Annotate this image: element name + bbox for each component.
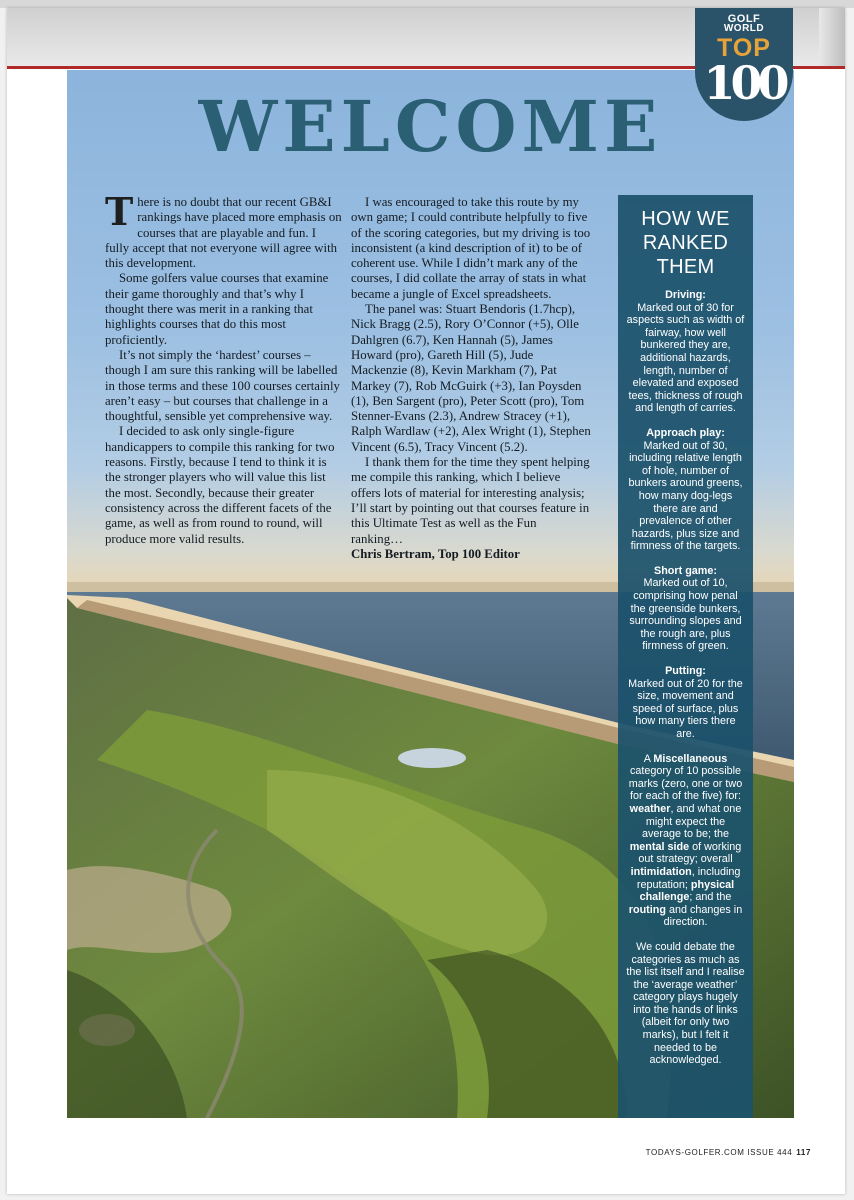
intro-paragraph-1 bbox=[105, 189, 343, 271]
magazine-page bbox=[7, 8, 845, 1194]
driving-text: Marked out of 30 for aspects such as width of fairway, how well bunkered they are, additional hazards, length, number of elevated and exposed tees, thickness of rough and length of carries. bbox=[626, 301, 745, 415]
editor-signature: Chris Bertram, Top 100 Editor bbox=[351, 546, 520, 561]
sidebar-driving bbox=[626, 289, 745, 415]
article-column-1 bbox=[105, 189, 343, 547]
approach-heading: Approach play: bbox=[646, 426, 725, 439]
misc-text-f: ; and the bbox=[689, 891, 732, 904]
misc-text-a: A bbox=[643, 752, 654, 765]
ranking-method-sidebar bbox=[618, 195, 753, 1118]
sidebar-title: HOW WE RANKED THEM bbox=[641, 208, 730, 278]
approach-text: Marked out of 30, including relative length of hole, number of bunkers around greens, how many dog-legs there are and prevalence of other hazards, plus size and firmness of the targets. bbox=[628, 439, 743, 553]
intro-paragraph-3: It’s not simply the ‘hardest’ courses – though I am sure this ranking will be labelled in those terms and these 100 courses certainly aren’t easy – but courses that challenge in a thoughtful, sensible yet comprehensive way. bbox=[105, 347, 340, 424]
sidebar-miscellaneous bbox=[626, 753, 745, 929]
golf-world-top-100-logo bbox=[695, 8, 793, 121]
window-frame bbox=[0, 0, 854, 8]
misc-text-b: category of 10 possible marks (zero, one or two for each of the five) for: bbox=[628, 765, 743, 803]
routing-keyword: routing bbox=[628, 903, 666, 916]
intro-paragraph-4: I decided to ask only single-figure handicappers to compile this ranking for two reasons. Firstly, because I tend to think it is the stronger players who will value this list the most. Secondly, because their greater consistency across the different facets of the game, as well as from round to round, will produce more valid results. bbox=[105, 424, 335, 546]
page-number: 117 bbox=[796, 1148, 811, 1157]
sidebar-short-game bbox=[626, 565, 745, 653]
physical-keyword: physical challenge bbox=[639, 878, 735, 904]
intimidation-keyword: intimidation bbox=[630, 865, 692, 878]
page-footer bbox=[607, 1148, 811, 1157]
intro-paragraph-2: Some golfers value courses that examine their game thoroughly and that’s why I thought there was merit in a ranking that highlights courses that do this most proficiently. bbox=[105, 271, 329, 347]
misc-text-c: , and what one might expect the average to be; the bbox=[641, 802, 742, 841]
mental-keyword: mental side bbox=[629, 840, 690, 853]
article-column-2 bbox=[351, 195, 591, 562]
panel-list-paragraph: The panel was: Stuart Bendoris (1.7hcp), Nick Bragg (2.5), Rory O’Connor (+5), Olle Dahlgren (6.7), Ken Hannah (5), James Howard (pro), Gareth Hill (5), Jude Mackenzie (8), Kevin Markham (7), Pat Markey (7), Rob McGuirk (+3), Ian Poysden (1), Ben Sargent (pro), Peter Scott (pro), Tom Stenner-Evans (2.3), Andrew Stracey (+1), Ralph Wardlaw (+2), Alex Wright (1), Stephen Vincent (6.5), Tracy Vincent (5.2). bbox=[351, 302, 591, 454]
weather-keyword: weather bbox=[629, 802, 671, 815]
logo-golf-text: GOLF bbox=[727, 13, 761, 25]
misc-text-g: and changes in direction. bbox=[663, 903, 743, 929]
logo-top-text: TOP bbox=[717, 34, 771, 62]
putting-text: Marked out of 20 for the size, movement and speed of surface, plus how many tiers there are. bbox=[628, 677, 743, 740]
sidebar-approach bbox=[626, 427, 745, 553]
misc-text-e: , including reputation; bbox=[636, 865, 741, 891]
footer-site-issue: TODAYS-GOLFER.COM ISSUE 444 bbox=[645, 1148, 793, 1157]
logo-world-text: WORLD bbox=[723, 23, 765, 34]
intro-text-1: here is no doubt that our recent GB&I rankings have placed more emphasis on courses that are playable and fun. I fully accept that not everyone will agree with this development. bbox=[105, 195, 342, 271]
intro-paragraph-7: I thank them for the time they spent helping me compile this ranking, which I believe offers lots of material for interesting analysis; I’ll start by pointing out that courses feature in this Ultimate Test as well as the Fun ranking… bbox=[351, 455, 590, 546]
misc-text-d: of working out strategy; overall bbox=[638, 840, 742, 866]
drop-cap: T bbox=[105, 189, 134, 234]
sidebar-closing: We could debate the categories as much as the list itself and I realise the ‘average weather’ category plays hugely into the hands of links (albeit for only two marks), but I felt it needed to be acknowledged. bbox=[626, 940, 745, 1067]
putting-heading: Putting: bbox=[665, 665, 706, 678]
misc-keyword: Miscellaneous bbox=[653, 752, 728, 765]
short-game-heading: Short game: bbox=[654, 564, 717, 577]
sidebar-putting bbox=[626, 665, 745, 741]
page-title: WELCOME bbox=[198, 85, 663, 168]
driving-heading: Driving: bbox=[665, 289, 706, 301]
intro-paragraph-5: I was encouraged to take this route by my own game; I could contribute helpfully to five of the scoring categories, but my driving is too inconsistent (a kind description of it) to be of coherent use. While I didn’t mark any of the courses, I did collate the array of stats in what became a jungle of Excel spreadsheets. bbox=[351, 195, 591, 301]
page-fold-shadow bbox=[819, 8, 845, 66]
pond bbox=[398, 748, 466, 768]
hero-photo-panel bbox=[67, 70, 794, 1118]
logo-100-text: 100 bbox=[703, 56, 785, 110]
short-game-text: Marked out of 10, comprising how penal the greenside bunkers, surrounding slopes and the rough are, plus firmness of green. bbox=[629, 577, 742, 653]
